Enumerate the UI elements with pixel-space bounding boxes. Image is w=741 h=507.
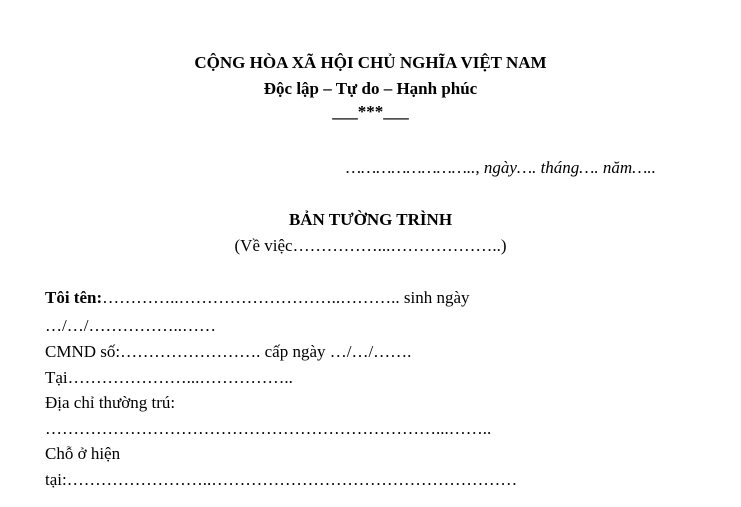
permanent-address-label: Địa chỉ thường trú: xyxy=(45,393,176,412)
id-card-line: CMND số:……………………. cấp ngày …/…/……. xyxy=(45,342,412,361)
issue-place-line: Tại…………………...…………….. xyxy=(45,368,293,387)
name-label: Tôi tên: xyxy=(45,288,103,307)
name-fill: …………..………………………..……….. sinh ngày xyxy=(102,288,470,307)
place-date-line: …………………….., ngày…. tháng…. năm….. xyxy=(346,158,656,177)
document-title: BẢN TƯỜNG TRÌNH xyxy=(288,210,453,229)
name-row xyxy=(45,288,470,308)
heading-separator: ___***___ xyxy=(332,102,409,121)
current-residence-label: Chỗ ở hiện xyxy=(45,444,121,463)
dob-line: …/…/……………..…… xyxy=(45,316,216,335)
current-residence-line: tại:……………………..……………………………………………… xyxy=(45,470,518,489)
permanent-address-line: ……………………………………………………………...…….. xyxy=(45,419,492,438)
motto-heading: Độc lập – Tự do – Hạnh phúc xyxy=(263,79,478,98)
document-subject: (Về việc……………...………………..) xyxy=(234,236,507,255)
country-heading: CỘNG HÒA XÃ HỘI CHỦ NGHĨA VIỆT NAM xyxy=(194,53,547,72)
